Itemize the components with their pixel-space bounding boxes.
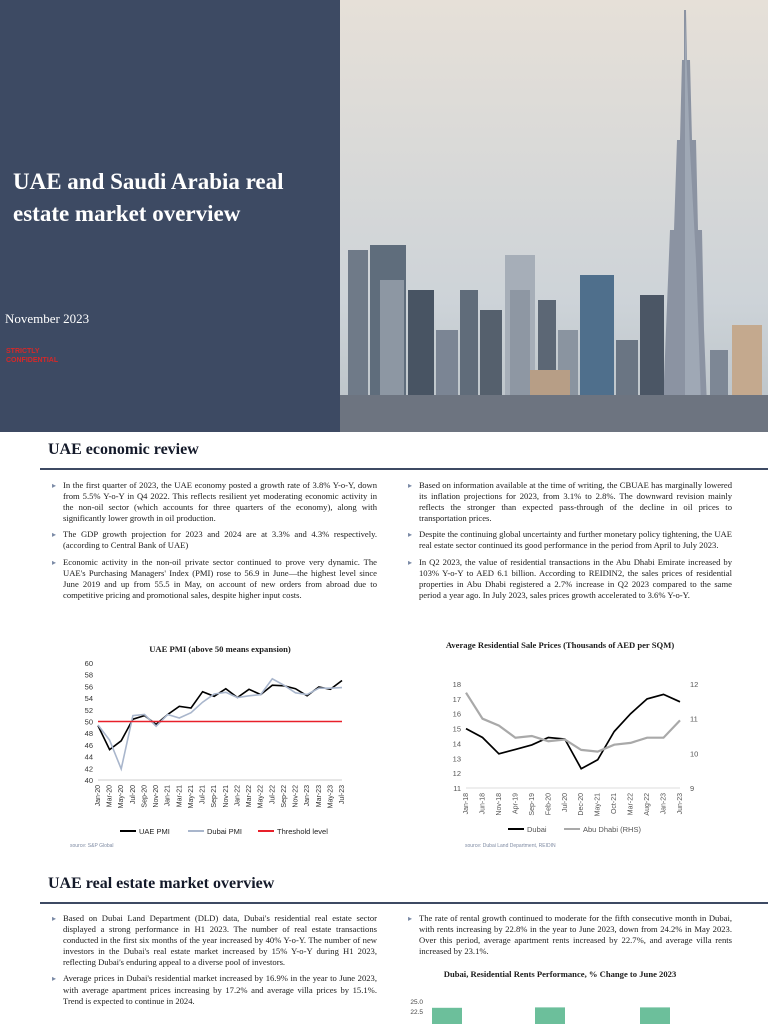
x-tick-label: Nov-21	[222, 785, 230, 808]
y-tick-label-left: 12	[452, 769, 461, 779]
x-tick-label: Apr-19	[512, 793, 520, 815]
report-date: November 2023	[5, 311, 90, 326]
x-tick-label: Mar-20	[106, 785, 114, 808]
x-tick-label: Jul-20	[129, 785, 137, 805]
x-tick-label: Sep-19	[528, 793, 536, 816]
market-overview-left-column	[50, 913, 377, 1012]
y-tick-label-left: 15	[452, 724, 461, 734]
x-tick-label: May-20	[118, 785, 126, 809]
x-tick-label: Sep-22	[280, 785, 288, 808]
x-tick-label: Dec-20	[578, 793, 586, 816]
x-tick-label: Jul-20	[561, 793, 569, 813]
x-tick-label: May-21	[594, 793, 602, 817]
y-tick-label: 46	[84, 740, 93, 750]
section-divider	[40, 902, 768, 904]
y-tick-label: 58	[84, 670, 93, 680]
x-tick-label: Nov-20	[153, 785, 161, 808]
y-tick-label-left: 13	[452, 754, 461, 764]
x-tick-label: Jan-20	[95, 785, 102, 807]
x-tick-label: Jan-23	[304, 785, 312, 807]
prices-chart	[440, 672, 720, 840]
x-tick-label: Jul-22	[269, 785, 277, 805]
pmi-chart-title: UAE PMI (above 50 means expansion)	[149, 644, 291, 654]
x-tick-label: Mar-23	[315, 785, 323, 808]
y-tick-label: 44	[84, 752, 93, 762]
x-tick-label: Jul-21	[199, 785, 207, 805]
x-tick-label: Jan-22	[234, 785, 242, 807]
bullet-item: ▸ The GDP growth projection for 2023 and 2024 are at 3.3% and 4.3% respectively. (according to Central Bank of UAE)	[50, 529, 377, 551]
market-overview-right-column	[406, 913, 732, 962]
bullet-item: ▸ Despite the continuing global uncertainty and further monetary policy tightening, the UAE real estate sector continued its good performance in the period from April to July 2023.	[406, 529, 732, 551]
economic-review-left-column	[50, 480, 377, 606]
x-tick-label: Jan-18	[463, 793, 470, 815]
y-tick-label: 54	[84, 694, 93, 704]
x-tick-label: Sep-21	[211, 785, 219, 808]
y-tick-label: 25.0	[410, 999, 423, 1006]
y-tick-label: 22.5	[410, 1009, 423, 1016]
y-tick-label-left: 18	[452, 680, 461, 689]
dubai-skyline-photo	[340, 0, 768, 432]
y-tick-label-left: 17	[452, 694, 461, 704]
confidentiality-label: STRICTLY CONFIDENTIAL	[6, 348, 59, 364]
bullet-item: ▸ Based on Dubai Land Department (DLD) data, Dubai's residential real estate sector displayed a strong performance in H1 2023. The number of real estate transactions conducted in the first six months of the year increased by 40% Y-o-Y. The number of new investors in the Dubai's real estate market increased by 15% Y-o-Y during H1 2023, reflecting Dubai's enduring appeal to a diverse pool of investors.	[50, 913, 377, 968]
rents-chart-title: Dubai, Residential Rents Performance, % Change to June 2023	[443, 969, 677, 979]
series-line-abu-dhabi-rhs-	[466, 693, 680, 752]
bullet-item: ▸ In Q2 2023, the value of residential transactions in the Abu Dhabi Emirate increased by 103% Y-o-Y to AED 6.1 billion. According to REIDIN2, the sales prices of residential properties in Abu Dhabi registered a 2.7% increase in Q2 2023 compared to the same period a year ago. In July 2023, sales prices growth accelerated to 3.6% Y-o-Y.	[406, 557, 732, 601]
y-tick-label-right: 9	[690, 784, 695, 793]
series-line-dubai	[466, 694, 680, 768]
bar	[432, 1008, 462, 1024]
rents-chart	[400, 995, 730, 1024]
x-tick-label: Jun-18	[479, 793, 487, 815]
y-tick-label: 52	[84, 705, 93, 715]
pmi-chart-source: source: S&P Global	[70, 843, 114, 849]
x-tick-label: Nov-18	[495, 793, 503, 816]
prices-chart-title: Average Residential Sale Prices (Thousands of AED per SQM)	[445, 640, 675, 650]
bullet-item: ▸ Average prices in Dubai's residential market increased by 16.9% in the year to June 2023, with average apartment prices increasing by 17.2% and average villa prices by 15.1%. Trend is expected to continue in 2024.	[50, 973, 377, 1006]
bullet-item: ▸ Economic activity in the non-oil private sector continued to prove very dynamic. The UAE's Purchasing Managers' Index (PMI) rose to 56.9 in June—the highest level since June 2019 and up from 55.5 in May, on account of new orders from abroad due to competitive pricing and promotional sales, despite higher input costs.	[50, 557, 377, 601]
y-tick-label-left: 11	[453, 784, 461, 793]
section-heading-market-overview: UAE real estate market overview	[48, 875, 275, 892]
y-tick-label: 40	[84, 776, 93, 785]
y-tick-label: 56	[84, 682, 93, 692]
x-tick-label: Jan-21	[164, 785, 172, 807]
y-tick-label-right: 11	[690, 714, 698, 724]
y-tick-label-right: 10	[690, 749, 699, 759]
x-tick-label: Jul-23	[339, 785, 346, 805]
cover-panel	[0, 0, 340, 432]
x-tick-label: Nov-22	[292, 785, 300, 808]
economic-review-right-column	[406, 480, 732, 606]
x-tick-label: May-23	[327, 785, 335, 809]
y-tick-label-left: 14	[452, 739, 461, 749]
x-tick-label: May-22	[257, 785, 265, 809]
legend-label: Abu Dhabi (RHS)	[583, 825, 641, 834]
x-tick-label: Mar-21	[176, 785, 184, 808]
x-tick-label: May-21	[187, 785, 195, 809]
bar	[640, 1007, 670, 1024]
x-tick-label: Sep-20	[141, 785, 149, 808]
bullet-item: ▸ Based on information available at the time of writing, the CBUAE has marginally lowered its inflation projections for 2023, from 3.1% to 2.8%. The downward revision mainly reflects the stronger than expected pass-through of the decline in oil prices to transportation prices.	[406, 480, 732, 524]
legend-label: Threshold level	[277, 827, 328, 836]
x-tick-label: Oct-21	[611, 793, 619, 815]
y-tick-label-left: 16	[452, 709, 461, 719]
legend-label: Dubai PMI	[207, 827, 243, 836]
section-divider	[40, 468, 768, 470]
bullet-item: ▸ In the first quarter of 2023, the UAE economy posted a growth rate of 3.8% Y-o-Y, down from 5.5% Y-o-Y in Q4 2022. This reflects resilient yet moderating economic activity in the non-oil sector (which accounts for three quarters of the economy), along with significantly lower growth in oil production.	[50, 480, 377, 524]
y-tick-label: 48	[84, 729, 93, 739]
y-tick-label: 42	[84, 764, 93, 774]
x-tick-label: Jan-23	[660, 793, 668, 815]
legend-label: Dubai	[527, 825, 547, 834]
y-tick-label: 50	[84, 717, 93, 727]
prices-chart-source: source: Dubai Land Department, REIDIN	[465, 843, 556, 849]
bar	[535, 1007, 565, 1024]
x-tick-label: Mar-22	[627, 793, 635, 816]
x-tick-label: Jun-23	[677, 793, 684, 815]
report-title: UAE and Saudi Arabia real estate market overview	[13, 169, 284, 226]
y-tick-label-right: 12	[690, 680, 699, 689]
x-tick-label: Feb-20	[545, 793, 553, 816]
pmi-chart	[60, 655, 360, 840]
x-tick-label: Aug-22	[644, 793, 652, 816]
y-tick-label: 60	[84, 659, 93, 668]
x-tick-label: Mar-22	[246, 785, 254, 808]
bullet-item: ▸ The rate of rental growth continued to moderate for the fifth consecutive month in Dubai, with rents increasing by 22.8% in the year to June 2023, down from 24.2% in May 2023. Over this period, average apartment rents increased by 22.7%, and average villa rents increased by 23.1%.	[406, 913, 732, 957]
section-heading-economic-review: UAE economic review	[48, 441, 199, 458]
legend-label: UAE PMI	[139, 827, 170, 836]
